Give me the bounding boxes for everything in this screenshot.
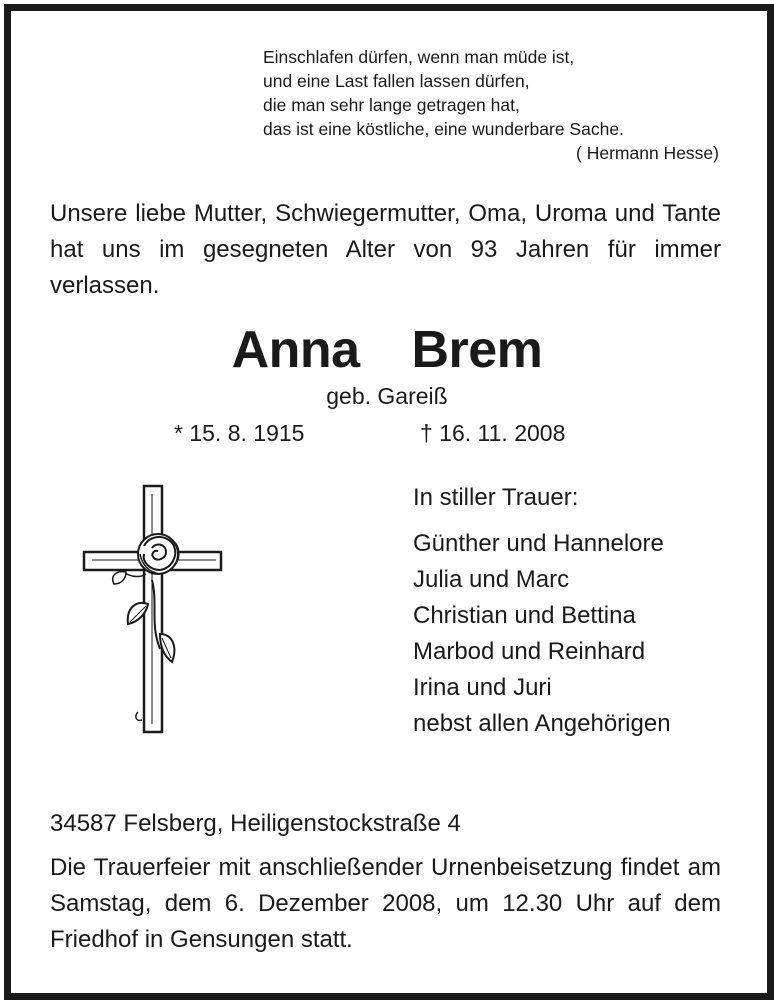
poem-line: und eine Last fallen lassen dürfen, bbox=[263, 71, 530, 91]
poem-line: Einschlafen dürfen, wenn man müde ist, bbox=[263, 47, 575, 67]
mourners-list bbox=[413, 480, 671, 742]
mourners-heading: In stiller Trauer: bbox=[413, 484, 579, 511]
birth-date: * 15. 8. 1915 bbox=[174, 420, 305, 446]
maiden-name: geb. Gareiß bbox=[326, 383, 448, 409]
poem-line: das ist eine köstliche, eine wunderbare Sache. bbox=[263, 119, 624, 139]
poem-line: die man sehr lange getragen hat, bbox=[263, 95, 520, 115]
mourner-name: Günther und Hannelore bbox=[413, 530, 664, 557]
poem-author: ( Hermann Hesse) bbox=[576, 143, 719, 163]
mourner-name: Marbod und Reinhard bbox=[413, 638, 646, 665]
death-date: † 16. 11. 2008 bbox=[420, 420, 566, 446]
poem bbox=[263, 45, 719, 165]
mourner-name: Christian und Bettina bbox=[413, 602, 636, 629]
mourner-name: Julia und Marc bbox=[413, 566, 570, 593]
mourner-name: Irina und Juri bbox=[413, 674, 552, 701]
mourner-name: nebst allen Angehörigen bbox=[413, 710, 671, 737]
deceased-name: Anna Brem bbox=[231, 321, 543, 379]
funeral-info: Die Trauerfeier mit anschließender Urnenbeisetzung findet am Samstag, dem 6. Dezember 2008, um 12.30 Uhr auf dem Friedhof in Gensungen statt. bbox=[50, 854, 721, 953]
address: 34587 Felsberg, Heiligenstockstraße 4 bbox=[50, 810, 461, 837]
cross-with-rose-icon bbox=[80, 484, 225, 736]
intro-text: Unsere liebe Mutter, Schwiegermutter, Oma, Uroma und Tante hat uns im gesegneten Alter von 93 Jahren für immer verlassen. bbox=[50, 200, 721, 299]
